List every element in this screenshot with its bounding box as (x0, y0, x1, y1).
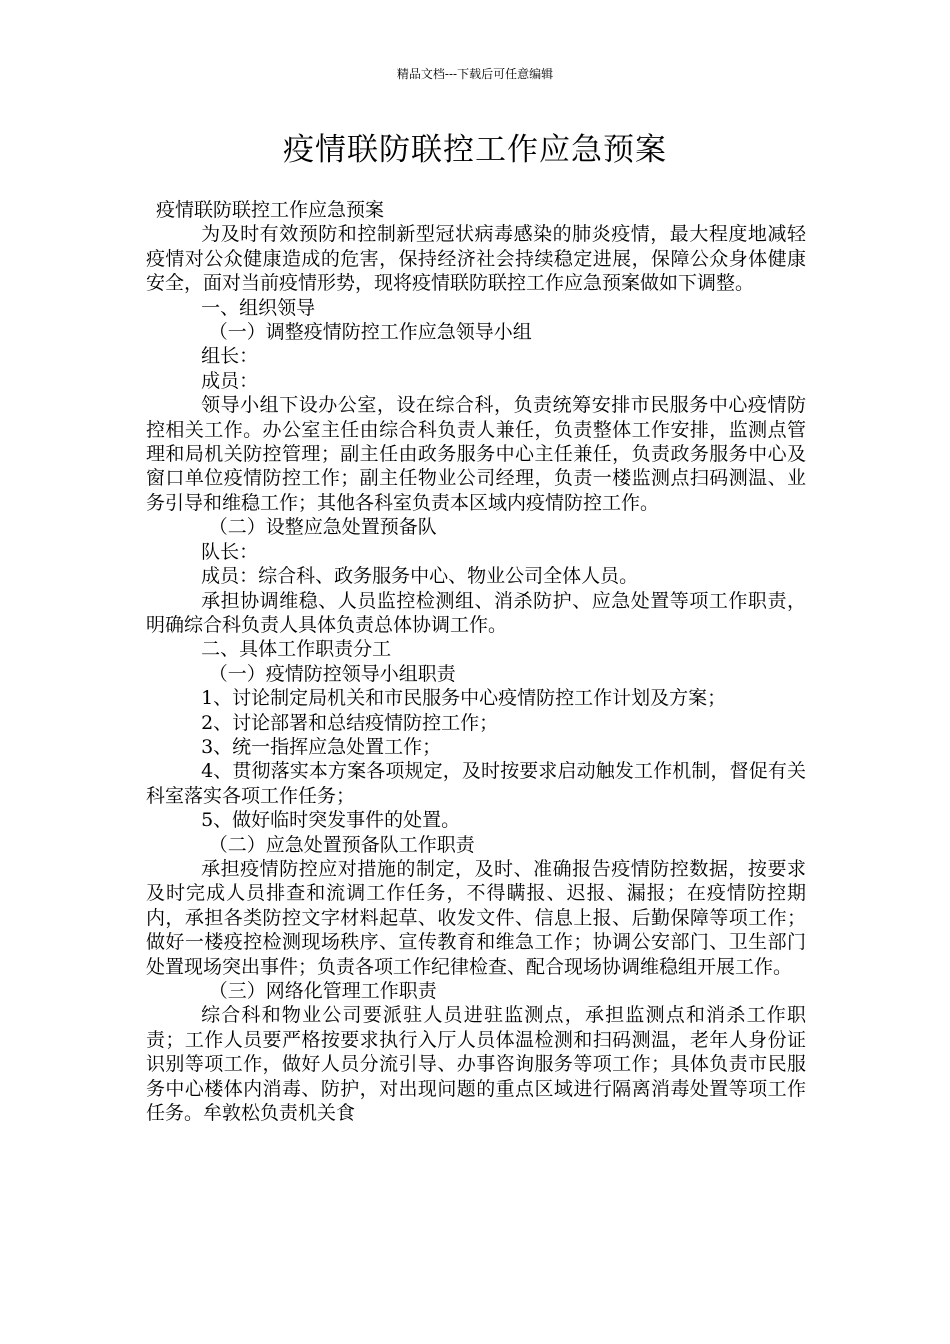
paragraph-grid-duty: 综合科和物业公司要派驻人员进驻监测点，承担监测点和消杀工作职责；工作人员要严格按要求执行入厅人员体温检测和扫码测温，老年人身份证识别等项工作，做好人员分流引导、办事咨询服务等项工作；具体负责市民服务中心楼体内消毒、防护，对出现问题的重点区域进行隔离消毒处置等项工作任务。牟敦松负责机关食 (146, 1004, 806, 1125)
leader-line: 组长： (201, 345, 259, 368)
document-title: 疫情联防联控工作应急预案 (283, 132, 667, 168)
document-body (146, 198, 806, 1125)
list-item: 4、贯彻落实本方案各项规定，及时按要求启动触发工作机制，督促有关科室落实各项工作任务； (146, 760, 806, 807)
paragraph-team-duty: 承担协调维稳、人员监控检测组、消杀防护、应急处置等项工作职责，明确综合科负责人具体负责总体协调工作。 (146, 589, 806, 636)
subsection-heading-2-2: （二）应急处置预备队工作职责 (208, 833, 475, 856)
captain-line: 队长： (201, 540, 259, 563)
list-item: 2、讨论部署和总结疫情防控工作； (201, 711, 499, 734)
document-subtitle: 疫情联防联控工作应急预案 (156, 199, 385, 221)
subsection-heading-2-3: （三）网络化管理工作职责 (208, 980, 437, 1002)
header-note: 精品文档---下载后可任意编辑 (396, 67, 554, 81)
subsection-heading-1-1: （一）调整疫情防控工作应急领导小组 (208, 321, 532, 344)
team-members-line: 成员：综合科、政务服务中心、物业公司全体人员。 (201, 565, 639, 588)
list-item: 3、统一指挥应急处置工作； (201, 735, 442, 758)
paragraph-intro: 为及时有效预防和控制新型冠状病毒感染的肺炎疫情，最大程度地减轻疫情对公众健康造成的危害，保持经济社会持续稳定进展，保障公众身体健康安全，面对当前疫情形势，现将疫情联防联控工作应急预案做如下调整。 (146, 223, 806, 295)
section-heading-2: 二、具体工作职责分工 (201, 638, 392, 661)
paragraph-reserve-duty: 承担疫情防控应对措施的制定，及时、准确报告疫情防控数据，按要求及时完成人员排查和流调工作任务，不得瞒报、迟报、漏报；在疫情防控期内，承担各类防控文字材料起草、收发文件、信息上报、后勤保障等项工作；做好一楼疫控检测现场秩序、宣传教育和维急工作；协调公安部门、卫生部门处置现场突出事件；负责各项工作纪律检查、配合现场协调维稳组开展工作。 (146, 857, 806, 978)
subsection-heading-2-1: （一）疫情防控领导小组职责 (208, 662, 456, 685)
list-item: 5、做好临时突发事件的处置。 (201, 809, 461, 832)
paragraph-office: 领导小组下设办公室，设在综合科，负责统筹安排市民服务中心疫情防控相关工作。办公室主任由综合科负责人兼任，负责整体工作安排，监测点管理和局机关防控管理；副主任由政务服务中心主任兼任，负责政务服务中心及窗口单位疫情防控工作；副主任物业公司经理，负责一楼监测点扫码测温、业务引导和维稳工作；其他各科室负责本区域内疫情防控工作。 (146, 394, 806, 514)
section-heading-1: 一、组织领导 (201, 296, 316, 319)
subsection-heading-1-2: （二）设整应急处置预备队 (208, 516, 437, 539)
members-line: 成员： (201, 369, 259, 392)
list-item: 1、讨论制定局机关和市民服务中心疫情防控工作计划及方案； (201, 687, 727, 710)
